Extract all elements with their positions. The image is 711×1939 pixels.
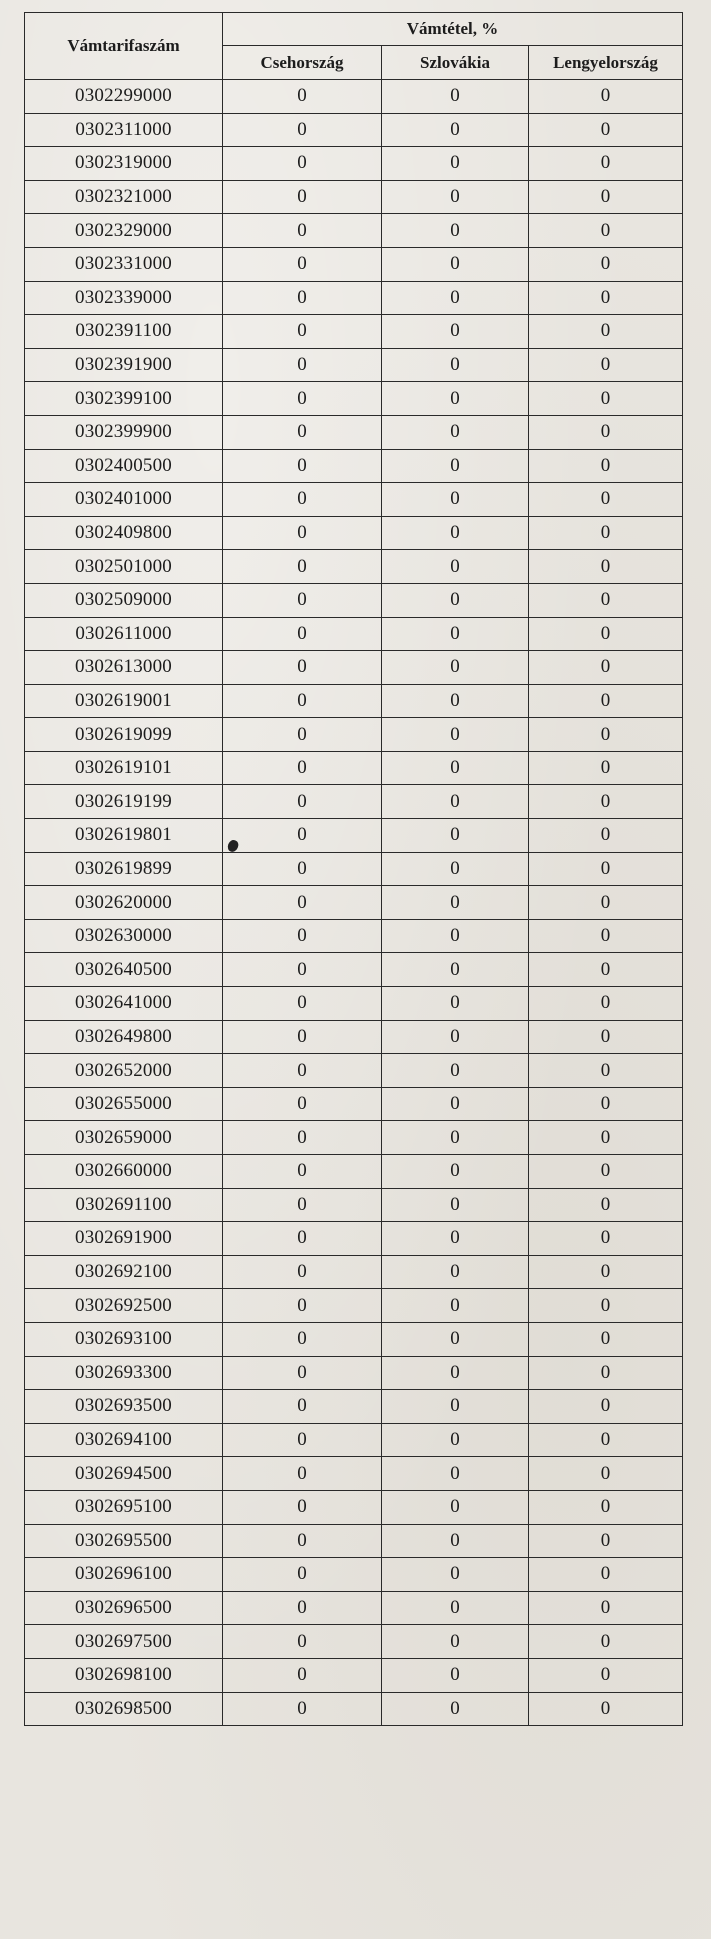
rate-slovakia-cell: 0 bbox=[382, 651, 529, 685]
table-row bbox=[25, 684, 683, 718]
rate-poland-cell: 0 bbox=[529, 819, 683, 853]
rate-slovakia-cell: 0 bbox=[382, 147, 529, 181]
rate-slovakia-cell: 0 bbox=[382, 919, 529, 953]
table-row bbox=[25, 1625, 683, 1659]
rate-poland-cell: 0 bbox=[529, 1524, 683, 1558]
rate-czech-cell: 0 bbox=[223, 1155, 382, 1189]
table-row bbox=[25, 1121, 683, 1155]
rate-czech-cell: 0 bbox=[223, 449, 382, 483]
table-row bbox=[25, 1658, 683, 1692]
tariff-code-cell: 0302319000 bbox=[25, 147, 223, 181]
rate-slovakia-cell: 0 bbox=[382, 583, 529, 617]
rate-czech-cell: 0 bbox=[223, 919, 382, 953]
table-row bbox=[25, 953, 683, 987]
table-row bbox=[25, 1188, 683, 1222]
table-row bbox=[25, 919, 683, 953]
tariff-code-cell: 0302697500 bbox=[25, 1625, 223, 1659]
rate-slovakia-cell: 0 bbox=[382, 1524, 529, 1558]
rate-slovakia-cell: 0 bbox=[382, 113, 529, 147]
rate-slovakia-cell: 0 bbox=[382, 785, 529, 819]
tariff-code-cell: 0302400500 bbox=[25, 449, 223, 483]
table-row bbox=[25, 1222, 683, 1256]
tariff-code-cell: 0302321000 bbox=[25, 180, 223, 214]
rate-poland-cell: 0 bbox=[529, 281, 683, 315]
rate-slovakia-cell: 0 bbox=[382, 247, 529, 281]
rate-slovakia-cell: 0 bbox=[382, 1255, 529, 1289]
rate-poland-cell: 0 bbox=[529, 1121, 683, 1155]
rate-poland-cell: 0 bbox=[529, 1087, 683, 1121]
tariff-code-cell: 0302401000 bbox=[25, 483, 223, 517]
header-country-czech: Csehország bbox=[223, 46, 382, 80]
rate-czech-cell: 0 bbox=[223, 1524, 382, 1558]
table-row bbox=[25, 1356, 683, 1390]
table-row bbox=[25, 247, 683, 281]
rate-poland-cell: 0 bbox=[529, 113, 683, 147]
rate-slovakia-cell: 0 bbox=[382, 751, 529, 785]
tariff-code-cell: 0302501000 bbox=[25, 550, 223, 584]
rate-slovakia-cell: 0 bbox=[382, 180, 529, 214]
rate-czech-cell: 0 bbox=[223, 1322, 382, 1356]
rate-czech-cell: 0 bbox=[223, 1457, 382, 1491]
rate-slovakia-cell: 0 bbox=[382, 550, 529, 584]
rate-poland-cell: 0 bbox=[529, 449, 683, 483]
tariff-code-cell: 0302331000 bbox=[25, 247, 223, 281]
rate-czech-cell: 0 bbox=[223, 583, 382, 617]
rate-poland-cell: 0 bbox=[529, 1490, 683, 1524]
table-row bbox=[25, 415, 683, 449]
rate-poland-cell: 0 bbox=[529, 483, 683, 517]
rate-czech-cell: 0 bbox=[223, 113, 382, 147]
tariff-code-cell: 0302692500 bbox=[25, 1289, 223, 1323]
tariff-code-cell: 0302613000 bbox=[25, 651, 223, 685]
table-row bbox=[25, 1524, 683, 1558]
rate-czech-cell: 0 bbox=[223, 147, 382, 181]
tariff-code-cell: 0302299000 bbox=[25, 80, 223, 114]
table-row bbox=[25, 1591, 683, 1625]
rate-czech-cell: 0 bbox=[223, 382, 382, 416]
table-row bbox=[25, 281, 683, 315]
tariff-code-cell: 0302691100 bbox=[25, 1188, 223, 1222]
rate-poland-cell: 0 bbox=[529, 1222, 683, 1256]
tariff-code-cell: 0302640500 bbox=[25, 953, 223, 987]
rate-czech-cell: 0 bbox=[223, 1255, 382, 1289]
rate-czech-cell: 0 bbox=[223, 1222, 382, 1256]
rate-slovakia-cell: 0 bbox=[382, 1222, 529, 1256]
table-row bbox=[25, 80, 683, 114]
rate-slovakia-cell: 0 bbox=[382, 617, 529, 651]
rate-poland-cell: 0 bbox=[529, 718, 683, 752]
tariff-code-cell: 0302693300 bbox=[25, 1356, 223, 1390]
rate-slovakia-cell: 0 bbox=[382, 1591, 529, 1625]
table-row bbox=[25, 617, 683, 651]
rate-czech-cell: 0 bbox=[223, 281, 382, 315]
tariff-code-cell: 0302691900 bbox=[25, 1222, 223, 1256]
tariff-code-cell: 0302399900 bbox=[25, 415, 223, 449]
table-row bbox=[25, 214, 683, 248]
table-row bbox=[25, 886, 683, 920]
rate-slovakia-cell: 0 bbox=[382, 1155, 529, 1189]
table-row bbox=[25, 1322, 683, 1356]
tariff-code-cell: 0302695100 bbox=[25, 1490, 223, 1524]
table-row bbox=[25, 1457, 683, 1491]
tariff-code-cell: 0302659000 bbox=[25, 1121, 223, 1155]
table-row bbox=[25, 583, 683, 617]
table-row bbox=[25, 718, 683, 752]
rate-czech-cell: 0 bbox=[223, 1188, 382, 1222]
rate-slovakia-cell: 0 bbox=[382, 1054, 529, 1088]
rate-czech-cell: 0 bbox=[223, 852, 382, 886]
table-row bbox=[25, 180, 683, 214]
header-country-poland: Lengyelország bbox=[529, 46, 683, 80]
rate-poland-cell: 0 bbox=[529, 751, 683, 785]
rate-czech-cell: 0 bbox=[223, 1423, 382, 1457]
tariff-code-cell: 0302630000 bbox=[25, 919, 223, 953]
tariff-code-cell: 0302391100 bbox=[25, 315, 223, 349]
tariff-code-cell: 0302619101 bbox=[25, 751, 223, 785]
rate-poland-cell: 0 bbox=[529, 382, 683, 416]
rate-slovakia-cell: 0 bbox=[382, 1356, 529, 1390]
rate-czech-cell: 0 bbox=[223, 214, 382, 248]
rate-slovakia-cell: 0 bbox=[382, 281, 529, 315]
rate-czech-cell: 0 bbox=[223, 415, 382, 449]
tariff-code-cell: 0302649800 bbox=[25, 1020, 223, 1054]
rate-czech-cell: 0 bbox=[223, 516, 382, 550]
rate-czech-cell: 0 bbox=[223, 751, 382, 785]
tariff-code-cell: 0302619001 bbox=[25, 684, 223, 718]
rate-slovakia-cell: 0 bbox=[382, 516, 529, 550]
table-row bbox=[25, 987, 683, 1021]
rate-poland-cell: 0 bbox=[529, 550, 683, 584]
rate-poland-cell: 0 bbox=[529, 1558, 683, 1592]
rate-poland-cell: 0 bbox=[529, 1020, 683, 1054]
rate-poland-cell: 0 bbox=[529, 1322, 683, 1356]
tariff-code-cell: 0302694100 bbox=[25, 1423, 223, 1457]
tariff-code-cell: 0302694500 bbox=[25, 1457, 223, 1491]
rate-poland-cell: 0 bbox=[529, 852, 683, 886]
rate-slovakia-cell: 0 bbox=[382, 449, 529, 483]
rate-poland-cell: 0 bbox=[529, 1457, 683, 1491]
rate-czech-cell: 0 bbox=[223, 550, 382, 584]
rate-slovakia-cell: 0 bbox=[382, 214, 529, 248]
rate-slovakia-cell: 0 bbox=[382, 315, 529, 349]
tariff-code-cell: 0302619099 bbox=[25, 718, 223, 752]
tariff-table bbox=[24, 12, 683, 1726]
table-row bbox=[25, 1558, 683, 1592]
rate-poland-cell: 0 bbox=[529, 315, 683, 349]
rate-slovakia-cell: 0 bbox=[382, 415, 529, 449]
rate-poland-cell: 0 bbox=[529, 583, 683, 617]
rate-poland-cell: 0 bbox=[529, 1423, 683, 1457]
rate-czech-cell: 0 bbox=[223, 1289, 382, 1323]
rate-poland-cell: 0 bbox=[529, 1591, 683, 1625]
rate-czech-cell: 0 bbox=[223, 348, 382, 382]
rate-poland-cell: 0 bbox=[529, 147, 683, 181]
table-row bbox=[25, 1155, 683, 1189]
table-row bbox=[25, 348, 683, 382]
header-duty-rate: Vámtétel, % bbox=[223, 13, 683, 46]
rate-slovakia-cell: 0 bbox=[382, 483, 529, 517]
header-country-slovakia: Szlovákia bbox=[382, 46, 529, 80]
table-row bbox=[25, 1490, 683, 1524]
tariff-code-cell: 0302641000 bbox=[25, 987, 223, 1021]
header-tariff-number: Vámtarifaszám bbox=[25, 13, 223, 80]
rate-poland-cell: 0 bbox=[529, 1658, 683, 1692]
tariff-code-cell: 0302698500 bbox=[25, 1692, 223, 1726]
rate-slovakia-cell: 0 bbox=[382, 987, 529, 1021]
tariff-code-cell: 0302339000 bbox=[25, 281, 223, 315]
rate-slovakia-cell: 0 bbox=[382, 953, 529, 987]
rate-czech-cell: 0 bbox=[223, 1490, 382, 1524]
table-row bbox=[25, 1289, 683, 1323]
rate-czech-cell: 0 bbox=[223, 886, 382, 920]
rate-czech-cell: 0 bbox=[223, 617, 382, 651]
tariff-code-cell: 0302399100 bbox=[25, 382, 223, 416]
rate-czech-cell: 0 bbox=[223, 684, 382, 718]
rate-poland-cell: 0 bbox=[529, 1188, 683, 1222]
tariff-code-cell: 0302311000 bbox=[25, 113, 223, 147]
tariff-code-cell: 0302611000 bbox=[25, 617, 223, 651]
rate-czech-cell: 0 bbox=[223, 785, 382, 819]
tariff-code-cell: 0302409800 bbox=[25, 516, 223, 550]
rate-slovakia-cell: 0 bbox=[382, 1692, 529, 1726]
tariff-code-cell: 0302329000 bbox=[25, 214, 223, 248]
rate-slovakia-cell: 0 bbox=[382, 1558, 529, 1592]
rate-slovakia-cell: 0 bbox=[382, 1423, 529, 1457]
tariff-code-cell: 0302693100 bbox=[25, 1322, 223, 1356]
rate-czech-cell: 0 bbox=[223, 1020, 382, 1054]
table-row bbox=[25, 315, 683, 349]
table-row bbox=[25, 1255, 683, 1289]
table-row bbox=[25, 147, 683, 181]
rate-czech-cell: 0 bbox=[223, 1087, 382, 1121]
rate-czech-cell: 0 bbox=[223, 1390, 382, 1424]
table-row bbox=[25, 449, 683, 483]
rate-czech-cell: 0 bbox=[223, 1121, 382, 1155]
rate-poland-cell: 0 bbox=[529, 1054, 683, 1088]
table-body bbox=[25, 80, 683, 1726]
table-row bbox=[25, 1423, 683, 1457]
rate-slovakia-cell: 0 bbox=[382, 1188, 529, 1222]
rate-czech-cell: 0 bbox=[223, 1558, 382, 1592]
rate-czech-cell: 0 bbox=[223, 718, 382, 752]
table-row bbox=[25, 651, 683, 685]
rate-slovakia-cell: 0 bbox=[382, 1322, 529, 1356]
rate-poland-cell: 0 bbox=[529, 684, 683, 718]
rate-poland-cell: 0 bbox=[529, 1289, 683, 1323]
rate-czech-cell: 0 bbox=[223, 1692, 382, 1726]
rate-slovakia-cell: 0 bbox=[382, 348, 529, 382]
tariff-code-cell: 0302698100 bbox=[25, 1658, 223, 1692]
rate-slovakia-cell: 0 bbox=[382, 1457, 529, 1491]
rate-poland-cell: 0 bbox=[529, 1155, 683, 1189]
rate-poland-cell: 0 bbox=[529, 1692, 683, 1726]
rate-slovakia-cell: 0 bbox=[382, 1390, 529, 1424]
rate-slovakia-cell: 0 bbox=[382, 1490, 529, 1524]
rate-czech-cell: 0 bbox=[223, 483, 382, 517]
rate-poland-cell: 0 bbox=[529, 1255, 683, 1289]
rate-poland-cell: 0 bbox=[529, 651, 683, 685]
rate-poland-cell: 0 bbox=[529, 953, 683, 987]
table-row bbox=[25, 1020, 683, 1054]
rate-poland-cell: 0 bbox=[529, 1625, 683, 1659]
table-row bbox=[25, 751, 683, 785]
rate-czech-cell: 0 bbox=[223, 80, 382, 114]
rate-poland-cell: 0 bbox=[529, 348, 683, 382]
rate-slovakia-cell: 0 bbox=[382, 1087, 529, 1121]
rate-czech-cell: 0 bbox=[223, 953, 382, 987]
rate-slovakia-cell: 0 bbox=[382, 886, 529, 920]
rate-slovakia-cell: 0 bbox=[382, 1658, 529, 1692]
tariff-code-cell: 0302693500 bbox=[25, 1390, 223, 1424]
table-row bbox=[25, 550, 683, 584]
rate-slovakia-cell: 0 bbox=[382, 1625, 529, 1659]
table-header bbox=[25, 13, 683, 80]
tariff-code-cell: 0302660000 bbox=[25, 1155, 223, 1189]
table-row bbox=[25, 516, 683, 550]
rate-slovakia-cell: 0 bbox=[382, 1289, 529, 1323]
tariff-code-cell: 0302695500 bbox=[25, 1524, 223, 1558]
rate-slovakia-cell: 0 bbox=[382, 684, 529, 718]
rate-slovakia-cell: 0 bbox=[382, 852, 529, 886]
table-row bbox=[25, 1087, 683, 1121]
tariff-code-cell: 0302696100 bbox=[25, 1558, 223, 1592]
rate-czech-cell: 0 bbox=[223, 180, 382, 214]
rate-czech-cell: 0 bbox=[223, 1054, 382, 1088]
table-row bbox=[25, 819, 683, 853]
rate-czech-cell: 0 bbox=[223, 651, 382, 685]
rate-czech-cell: 0 bbox=[223, 315, 382, 349]
rate-czech-cell: 0 bbox=[223, 987, 382, 1021]
rate-czech-cell: 0 bbox=[223, 1591, 382, 1625]
rate-czech-cell: 0 bbox=[223, 1658, 382, 1692]
tariff-code-cell: 0302619899 bbox=[25, 852, 223, 886]
rate-czech-cell: 0 bbox=[223, 1356, 382, 1390]
tariff-code-cell: 0302619801 bbox=[25, 819, 223, 853]
rate-slovakia-cell: 0 bbox=[382, 1121, 529, 1155]
tariff-code-cell: 0302509000 bbox=[25, 583, 223, 617]
rate-poland-cell: 0 bbox=[529, 617, 683, 651]
rate-poland-cell: 0 bbox=[529, 180, 683, 214]
tariff-code-cell: 0302619199 bbox=[25, 785, 223, 819]
table-row bbox=[25, 1692, 683, 1726]
rate-slovakia-cell: 0 bbox=[382, 1020, 529, 1054]
table-row bbox=[25, 1054, 683, 1088]
table-row bbox=[25, 113, 683, 147]
tariff-code-cell: 0302391900 bbox=[25, 348, 223, 382]
tariff-code-cell: 0302652000 bbox=[25, 1054, 223, 1088]
rate-poland-cell: 0 bbox=[529, 919, 683, 953]
table-row bbox=[25, 1390, 683, 1424]
rate-poland-cell: 0 bbox=[529, 80, 683, 114]
table-row bbox=[25, 483, 683, 517]
rate-czech-cell: 0 bbox=[223, 247, 382, 281]
tariff-code-cell: 0302655000 bbox=[25, 1087, 223, 1121]
table-row bbox=[25, 382, 683, 416]
rate-poland-cell: 0 bbox=[529, 415, 683, 449]
tariff-code-cell: 0302692100 bbox=[25, 1255, 223, 1289]
rate-poland-cell: 0 bbox=[529, 247, 683, 281]
rate-poland-cell: 0 bbox=[529, 785, 683, 819]
rate-poland-cell: 0 bbox=[529, 516, 683, 550]
rate-slovakia-cell: 0 bbox=[382, 819, 529, 853]
rate-slovakia-cell: 0 bbox=[382, 80, 529, 114]
rate-czech-cell: 0 bbox=[223, 819, 382, 853]
table-row bbox=[25, 852, 683, 886]
rate-slovakia-cell: 0 bbox=[382, 718, 529, 752]
table-row bbox=[25, 785, 683, 819]
rate-slovakia-cell: 0 bbox=[382, 382, 529, 416]
rate-czech-cell: 0 bbox=[223, 1625, 382, 1659]
rate-poland-cell: 0 bbox=[529, 886, 683, 920]
tariff-code-cell: 0302696500 bbox=[25, 1591, 223, 1625]
rate-poland-cell: 0 bbox=[529, 987, 683, 1021]
rate-poland-cell: 0 bbox=[529, 214, 683, 248]
rate-poland-cell: 0 bbox=[529, 1390, 683, 1424]
rate-poland-cell: 0 bbox=[529, 1356, 683, 1390]
tariff-code-cell: 0302620000 bbox=[25, 886, 223, 920]
